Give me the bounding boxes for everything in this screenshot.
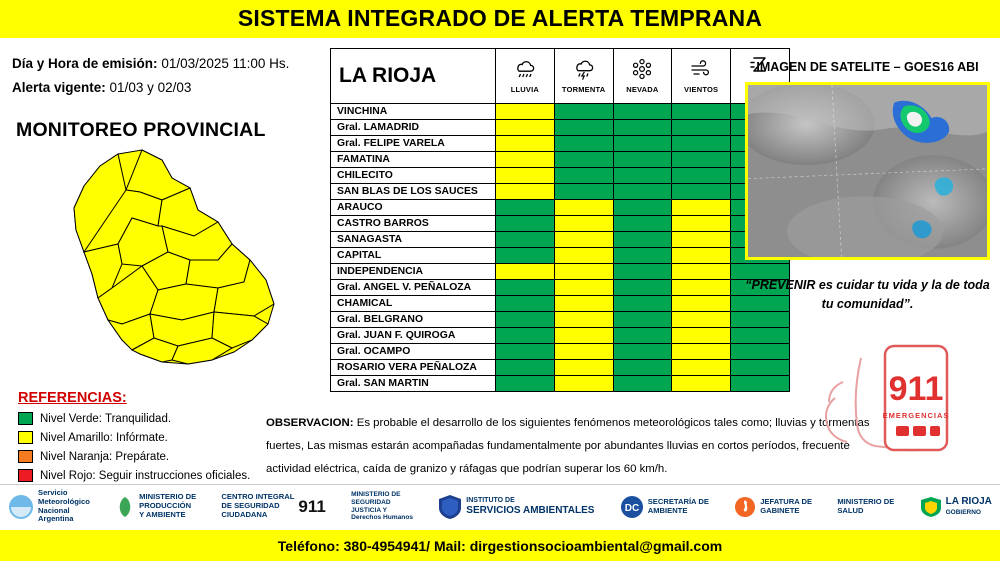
alert-cell	[613, 135, 672, 151]
department-name: Gral. FELIPE VARELA	[331, 135, 496, 151]
alert-cell	[672, 135, 731, 151]
table-row	[331, 311, 790, 327]
alert-cell	[496, 311, 555, 327]
alert-cell	[496, 119, 555, 135]
logo-line: Servicio	[38, 488, 68, 498]
alert-cell	[496, 375, 555, 391]
department-name: Gral. BELGRANO	[331, 311, 496, 327]
logo-line: LA RIOJA	[945, 496, 992, 508]
alert-cell	[613, 231, 672, 247]
alert-cell	[672, 103, 731, 119]
table-row	[331, 151, 790, 167]
alert-cell	[554, 327, 613, 343]
alert-cell	[554, 183, 613, 199]
satellite-image	[745, 82, 990, 260]
validity-value: 01/03 y 02/03	[109, 79, 192, 95]
alert-cell	[613, 215, 672, 231]
alert-cell	[496, 103, 555, 119]
table-header-row	[331, 49, 790, 104]
logo-line: DE SEGURIDAD	[221, 501, 280, 511]
table-row	[331, 359, 790, 375]
logo-line: SECRETARÍA DE	[647, 496, 709, 506]
logo-line: SEGURIDAD	[351, 498, 391, 506]
emission-label: Día y Hora de emisión:	[12, 56, 158, 71]
logo-line: GABINETE	[760, 505, 800, 515]
alert-cell	[672, 343, 731, 359]
logo-servicio-meteorologico-nacional	[8, 489, 90, 524]
smn-logo-icon	[8, 494, 34, 520]
table-row	[331, 103, 790, 119]
alert-cell	[496, 135, 555, 151]
logo-line: Nacional	[38, 505, 70, 515]
leaf-icon	[115, 495, 135, 519]
institution-logos	[0, 484, 1000, 528]
alert-cell	[496, 199, 555, 215]
alert-cell	[554, 359, 613, 375]
alert-cell	[672, 263, 731, 279]
logo-line: SALUD	[837, 505, 864, 515]
satellite-image-graphic	[748, 85, 987, 259]
alert-cell	[613, 359, 672, 375]
alert-cell	[496, 359, 555, 375]
reference-label-rojo: Nivel Rojo: Seguir instrucciones oficiales.	[40, 469, 251, 482]
alert-cell	[554, 199, 613, 215]
table-row	[331, 263, 790, 279]
emission-info	[12, 52, 330, 99]
column-tormenta	[554, 49, 613, 104]
alert-cell	[613, 327, 672, 343]
page-title: SISTEMA INTEGRADO DE ALERTA TEMPRANA	[237, 5, 763, 31]
department-name: Gral. SAN MARTIN	[331, 375, 496, 391]
rain-icon	[496, 56, 554, 86]
alert-cell	[554, 231, 613, 247]
alert-cell	[496, 215, 555, 231]
alert-cell	[672, 167, 731, 183]
alert-cell	[672, 151, 731, 167]
dc-circle-icon	[620, 495, 644, 519]
contact-bar	[0, 530, 1000, 561]
logo-line: MINISTERIO DE	[139, 492, 197, 502]
alert-cell	[554, 167, 613, 183]
la-rioja-map-svg	[22, 148, 302, 378]
alert-cell	[496, 151, 555, 167]
alert-cell	[672, 231, 731, 247]
alert-cell	[613, 311, 672, 327]
references-title: REFERENCIAS:	[18, 390, 127, 406]
alert-cell	[672, 119, 731, 135]
logo-instituto-servicios-ambientales	[438, 494, 594, 520]
department-name: CAPITAL	[331, 247, 496, 263]
column-label-nevada: NEVADA	[626, 85, 659, 95]
logo-secretaria-de-ambiente	[620, 495, 709, 519]
alert-cell	[613, 375, 672, 391]
department-name: ROSARIO VERA PEÑALOZA	[331, 359, 496, 375]
alert-cell	[613, 151, 672, 167]
alert-cell	[613, 103, 672, 119]
alert-cell	[613, 295, 672, 311]
alert-cell	[496, 263, 555, 279]
column-label-vientos: VIENTOS	[684, 85, 719, 95]
logo-line: INSTITUTO DE	[466, 497, 515, 505]
table-row	[331, 327, 790, 343]
alert-cell	[613, 263, 672, 279]
swatch-green-icon	[18, 412, 33, 425]
department-name: CHAMICAL	[331, 295, 496, 311]
alert-cell	[672, 295, 731, 311]
flame-circle-icon	[734, 496, 756, 518]
table-row	[331, 135, 790, 151]
alert-cell	[554, 375, 613, 391]
logo-line: JUSTICIA Y	[351, 506, 388, 514]
table-row	[331, 247, 790, 263]
logo-ministerio-seguridad-justicia	[351, 491, 413, 521]
alert-cell	[672, 359, 731, 375]
alert-cell	[554, 311, 613, 327]
alert-cell	[613, 279, 672, 295]
logo-line: JEFATURA DE	[760, 496, 813, 506]
alert-cell	[554, 119, 613, 135]
swatch-yellow-icon	[18, 431, 33, 444]
logo-line: AMBIENTE	[647, 505, 688, 515]
prevention-quote: “PREVENIR es cuidar tu vida y la de toda tu comunidad”.	[745, 278, 990, 311]
reference-label-verde: Nivel Verde: Tranquilidad.	[40, 412, 172, 425]
alert-cell	[496, 183, 555, 199]
department-name: Gral. OCAMPO	[331, 343, 496, 359]
column-nevada	[613, 49, 672, 104]
swatch-red-icon	[18, 469, 33, 482]
validity-label: Alerta vigente:	[12, 79, 106, 95]
department-name: SANAGASTA	[331, 231, 496, 247]
alert-cell	[613, 247, 672, 263]
department-name: FAMATINA	[331, 151, 496, 167]
satellite-title: IMAGEN DE SATELITE – GOES16 ABI	[756, 60, 979, 74]
emergency-label-text: EMERGENCIAS	[882, 411, 950, 420]
observation-label: OBSERVACION:	[266, 417, 354, 429]
reference-label-amarillo: Nivel Amarillo: Infórmate.	[40, 431, 168, 444]
column-label-tormenta: TORMENTA	[561, 85, 606, 95]
page-footer	[0, 484, 1000, 561]
table-row	[331, 375, 790, 391]
logo-line: PRODUCCIÓN	[139, 501, 192, 511]
department-name: Gral. LAMADRID	[331, 119, 496, 135]
table-row	[331, 295, 790, 311]
department-name: Gral. JUAN F. QUIROGA	[331, 327, 496, 343]
column-lluvia	[496, 49, 555, 104]
svg-text:DC: DC	[624, 502, 639, 514]
alert-cell	[554, 151, 613, 167]
table-row	[331, 279, 790, 295]
alert-cell	[554, 103, 613, 119]
alert-cell	[496, 167, 555, 183]
department-name: SAN BLAS DE LOS SAUCES	[331, 183, 496, 199]
department-name: Gral. ANGEL V. PEÑALOZA	[331, 279, 496, 295]
body	[0, 38, 1000, 484]
emergency-number-text: 911	[888, 370, 944, 408]
alert-table-body	[331, 103, 790, 391]
alert-cell	[672, 375, 731, 391]
alert-cell	[554, 279, 613, 295]
alert-cell	[554, 263, 613, 279]
alert-cell	[613, 343, 672, 359]
alert-cell	[672, 311, 731, 327]
alert-table-area	[330, 48, 730, 392]
emergency-911-graphic	[765, 338, 985, 458]
alert-cell	[672, 215, 731, 231]
table-row	[331, 343, 790, 359]
shield-icon	[438, 494, 462, 520]
validity-line	[12, 76, 330, 100]
table-row	[331, 119, 790, 135]
department-name: INDEPENDENCIA	[331, 263, 496, 279]
alert-cell	[672, 199, 731, 215]
alert-cell	[496, 327, 555, 343]
logo-line: GOBIERNO	[945, 508, 981, 516]
alert-cell	[613, 119, 672, 135]
logo-line: Y AMBIENTE	[139, 509, 186, 519]
alert-cell	[554, 135, 613, 151]
emission-value: 01/03/2025 11:00 Hs.	[161, 56, 290, 71]
emission-line	[12, 52, 330, 76]
table-row	[331, 231, 790, 247]
logo-ministerio-de-salud	[837, 498, 894, 515]
department-name: VINCHINA	[331, 103, 496, 119]
logo-ministerio-produccion-ambiente	[115, 493, 196, 519]
alert-cell	[554, 247, 613, 263]
table-row	[331, 167, 790, 183]
table-row	[331, 199, 790, 215]
alert-cell	[554, 295, 613, 311]
logo-line: Derechos Humanos	[351, 514, 414, 522]
logo-centro-integral-seguridad-911	[221, 493, 325, 519]
logo-line: CIUDADANA	[221, 509, 268, 519]
department-name: ARAUCO	[331, 199, 496, 215]
alert-cell	[496, 295, 555, 311]
reference-label-naranja: Nivel Naranja: Prepárate.	[40, 450, 170, 463]
thunderstorm-icon	[555, 56, 613, 86]
la-rioja-shield-icon	[920, 496, 942, 518]
wind-icon	[672, 56, 730, 86]
province-name: LA RIOJA	[331, 49, 496, 104]
contact-text: Teléfono: 380-4954941/ Mail: dirgestionsocioambiental@gmail.com	[277, 537, 723, 554]
logo-line: MINISTERIO DE	[351, 491, 401, 499]
alert-cell	[613, 199, 672, 215]
observation-text: Es probable el desarrollo de los siguientes fenómenos meteorológicos tales como; lluvias y tormentas fuertes, Las mismas estarán acompañadas fundamentalmente por abundantes lluvias en cortos períodos, frecuente actividad eléctrica, caída de granizo y ráfagas que podrían superar los 60 km/h.	[266, 417, 870, 475]
right-column	[735, 38, 1000, 484]
department-name: CHILECITO	[331, 167, 496, 183]
column-vientos	[672, 49, 731, 104]
snow-icon	[614, 56, 672, 86]
logo-jefatura-de-gabinete	[734, 496, 812, 518]
page-header	[0, 0, 1000, 38]
logo-la-rioja-gobierno	[920, 496, 992, 518]
alert-cell	[672, 327, 731, 343]
hand-phone-911-icon	[765, 338, 985, 458]
logo-line: Argentina	[38, 514, 74, 524]
alert-cell	[613, 183, 672, 199]
alert-cell	[554, 343, 613, 359]
table-row	[331, 183, 790, 199]
alert-cell	[496, 279, 555, 295]
province-map	[22, 148, 302, 378]
department-name: CASTRO BARROS	[331, 215, 496, 231]
swatch-orange-icon	[18, 450, 33, 463]
logo-line: MINISTERIO DE	[837, 496, 895, 506]
logo-line: Meteorológico	[38, 496, 90, 506]
alert-cell	[496, 343, 555, 359]
alert-cell	[672, 279, 731, 295]
monitoring-title: MONITOREO PROVINCIAL	[16, 119, 266, 142]
logo-line: CENTRO INTEGRAL	[221, 492, 295, 502]
alert-cell	[554, 215, 613, 231]
alert-cell	[672, 247, 731, 263]
logo-line: SERVICIOS AMBIENTALES	[466, 505, 595, 517]
alert-cell	[613, 167, 672, 183]
alert-table	[330, 48, 790, 392]
column-label-lluvia: LLUVIA	[510, 85, 540, 95]
badge-911: 911	[298, 496, 326, 516]
alert-cell	[496, 247, 555, 263]
alert-cell	[672, 183, 731, 199]
alert-cell	[496, 231, 555, 247]
table-row	[331, 215, 790, 231]
